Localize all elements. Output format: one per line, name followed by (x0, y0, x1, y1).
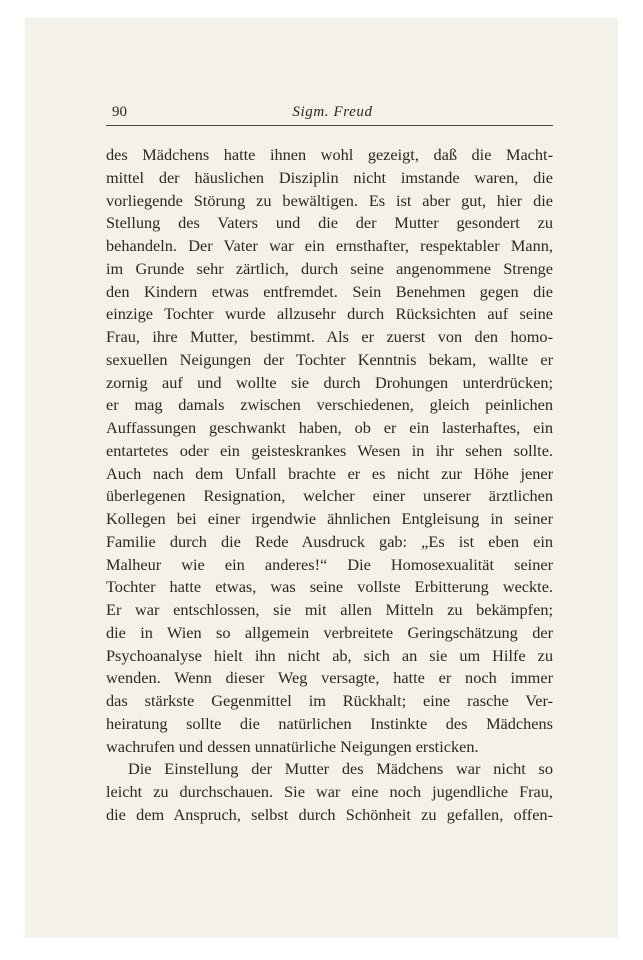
text-line: entartetes oder ein geisteskrankes Wesen in ihr sehen sollte. (106, 440, 553, 460)
text-line: heiratung sollte die natürlichen Instinkte des Mädchens (106, 713, 553, 733)
text-line: die in Wien so allgemein verbreitete Geringschätzung der (106, 622, 553, 642)
body-text (106, 144, 553, 827)
text-line: die dem Anspruch, selbst durch Schönheit zu gefallen, offen- (106, 804, 553, 824)
text-line: Tochter hatte etwas, was seine vollste Erbitterung weckte. (106, 577, 553, 597)
text-line: vorliegende Störung zu bewältigen. Es ist aber gut, hier die (106, 190, 553, 210)
text-line: Auch nach dem Unfall brachte er es nicht zur Höhe jener (106, 463, 553, 483)
text-line: Stellung des Vaters und die der Mutter gesondert zu (106, 213, 553, 233)
text-line: mittel der häuslichen Disziplin nicht imstande waren, die (106, 167, 553, 187)
text-line: des Mädchens hatte ihnen wohl gezeigt, daß die Macht- (106, 145, 553, 164)
header-rule (106, 125, 553, 126)
running-title: Sigm. Freud (292, 104, 373, 120)
text-line: den Kindern etwas entfremdet. Sein Benehmen gegen die (106, 281, 553, 301)
text-line: behandeln. Der Vater war ein ernsthafter, respektabler Mann, (106, 236, 553, 255)
text-line: sexuellen Neigungen der Tochter Kenntnis bekam, wallte er (106, 349, 553, 369)
text-line: überlegenen Resignation, welcher einer unserer ärztlichen (106, 486, 553, 506)
text-line: Er war entschlossen, sie mit allen Mitteln zu bekämpfen; (106, 600, 553, 619)
text-line: einzige Tochter wurde allzusehr durch Rücksichten auf seine (106, 304, 553, 324)
text-line: zornig auf und wollte sie durch Drohungen unterdrücken; (106, 372, 553, 392)
text-line: Frau, ihre Mutter, bestimmt. Als er zuerst von den homo- (106, 327, 553, 346)
text-line: im Grunde sehr zärtlich, durch seine angenommene Strenge (106, 258, 553, 278)
book-page (25, 18, 618, 938)
text-line: Kollegen bei einer irgendwie ähnlichen Entgleisung in seiner (106, 509, 553, 528)
page-header (112, 104, 553, 124)
text-line: Psychoanalyse hielt ihn nicht ab, sich an sie um Hilfe zu (106, 645, 553, 665)
text-line: Malheur wie ein anderes!“ Die Homosexualität seiner (106, 554, 553, 574)
text-line: das stärkste Gegenmittel im Rückhalt; eine rasche Ver- (106, 691, 553, 710)
text-line: er mag damals zwischen verschiedenen, gleich peinlichen (106, 395, 553, 415)
text-line: Familie durch die Rede Ausdruck gab: „Es ist eben ein (106, 531, 553, 551)
text-line: Auffassungen geschwankt haben, ob er ein lasterhaftes, ein (106, 418, 553, 437)
text-line: Die Einstellung der Mutter des Mädchens war nicht so (128, 759, 553, 779)
text-line: leicht zu durchschauen. Sie war eine noch jugendliche Frau, (106, 782, 553, 801)
page-number: 90 (112, 104, 127, 120)
text-line: wachrufen und dessen unnatürliche Neigungen ersticken. (106, 736, 479, 756)
text-line: wenden. Wenn dieser Weg versagte, hatte er noch immer (106, 668, 553, 688)
